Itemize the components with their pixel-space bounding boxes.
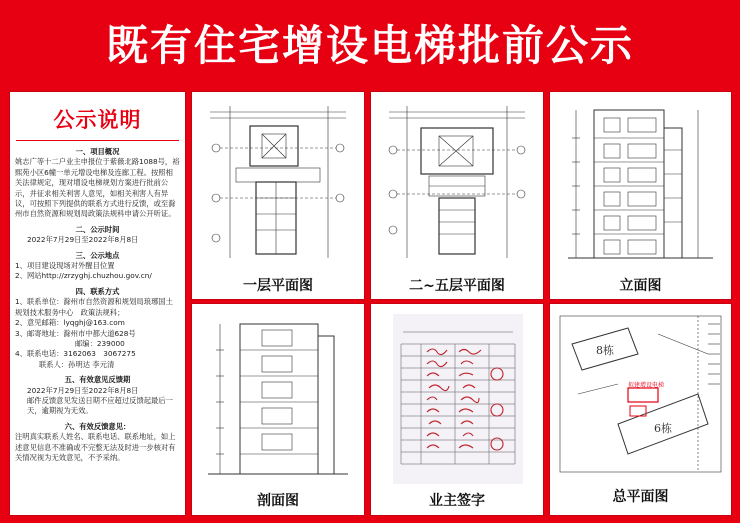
section-1-text: 姚志广等十二户业主申报位于紫薇北路1088号，裕熙苑小区6幢一单元增设电梯及连廊工程。按照相关法律规定，现对增设电梯规划方案进行批前公示，并征求相关利害人意见，如相关利害人有异议，可按照下列提供的联系方式进行反馈，或至滁州市自然资源和规划局政策法规科申请公开听证。 bbox=[15, 157, 180, 219]
section-3-item-2[interactable]: 2、网站http://zrzyghj.chuzhou.gov.cn/ bbox=[15, 271, 152, 281]
section-4-item-1: 1、联系单位：滁州市自然资源和规划局琅琊国土规划技术服务中心 政策法规科； bbox=[15, 297, 173, 317]
siteplan-building-bottom: 6栋 bbox=[654, 422, 672, 435]
panel-floor2to5 bbox=[370, 91, 544, 300]
signatures-caption: 业主签字 bbox=[429, 493, 485, 509]
panel-section bbox=[191, 303, 365, 516]
section-2-text: 2022年7月29日至2022年8月8日 bbox=[27, 235, 139, 245]
elevation-drawing bbox=[558, 98, 723, 268]
siteplan-drawing bbox=[558, 314, 723, 474]
section-4-item-2[interactable]: 2、意见邮箱：lyqghj@163.com bbox=[15, 318, 125, 328]
section-5-title: 五、有效意见反馈期 bbox=[64, 375, 131, 385]
section-4-item-3: 3、邮寄地址：滁州市中都大道628号 bbox=[15, 328, 136, 338]
section-4-title: 四、联系方式 bbox=[75, 286, 120, 296]
notice-panel bbox=[9, 91, 186, 516]
section-caption: 剖面图 bbox=[257, 493, 299, 509]
section-2-title: 二、公示时间 bbox=[75, 224, 120, 234]
notice-divider bbox=[16, 140, 179, 141]
panel-elevation bbox=[549, 91, 732, 300]
panel-signatures bbox=[370, 303, 544, 516]
section-6-text: 注明真实联系人姓名、联系电话、联系地址，如上述意见信息不准确或不完整无法及时进一步核对有关情况视为无效意见，不予采纳。 bbox=[15, 432, 176, 462]
floor2to5-drawing bbox=[379, 98, 535, 268]
floor1-drawing bbox=[200, 98, 356, 268]
signature-sheet-photo bbox=[393, 314, 523, 484]
siteplan-building-top: 8栋 bbox=[596, 344, 614, 357]
section-5-text-1: 2022年7月29日至2022年8月8日 bbox=[27, 385, 139, 395]
section-3-title: 三、公示地点 bbox=[75, 250, 120, 260]
section-3-item-1: 1、项目建设现场对外醒目位置 bbox=[15, 261, 115, 271]
section-drawing bbox=[200, 310, 356, 482]
section-6-title: 六、有效反馈意见： bbox=[64, 421, 131, 431]
elevation-caption: 立面图 bbox=[619, 278, 662, 294]
section-1-title: 一、项目概况 bbox=[75, 147, 120, 156]
panel-siteplan bbox=[549, 303, 732, 516]
section-4-contact-person: 联系人：孙明达 李元清 bbox=[39, 359, 115, 369]
siteplan-caption: 总平面图 bbox=[612, 489, 669, 505]
section-4-postcode: 邮编：239000 bbox=[75, 338, 125, 348]
section-4-item-4: 4、联系电话：3162063 3067275 bbox=[15, 349, 136, 359]
board-title: 既有住宅增设电梯批前公示 bbox=[105, 21, 634, 70]
siteplan-stamp-label: 拟建增设电梯 bbox=[628, 382, 665, 389]
floor2to5-caption: 二~五层平面图 bbox=[409, 278, 505, 294]
floor1-caption: 一层平面图 bbox=[243, 278, 313, 294]
notice-body bbox=[10, 147, 185, 463]
section-5-text-2: 邮件反馈意见发送日期不应超过反馈起最后一天，逾期视为无效。 bbox=[27, 395, 173, 416]
notice-heading: 公示说明 bbox=[53, 108, 142, 132]
panel-floor1 bbox=[191, 91, 365, 300]
